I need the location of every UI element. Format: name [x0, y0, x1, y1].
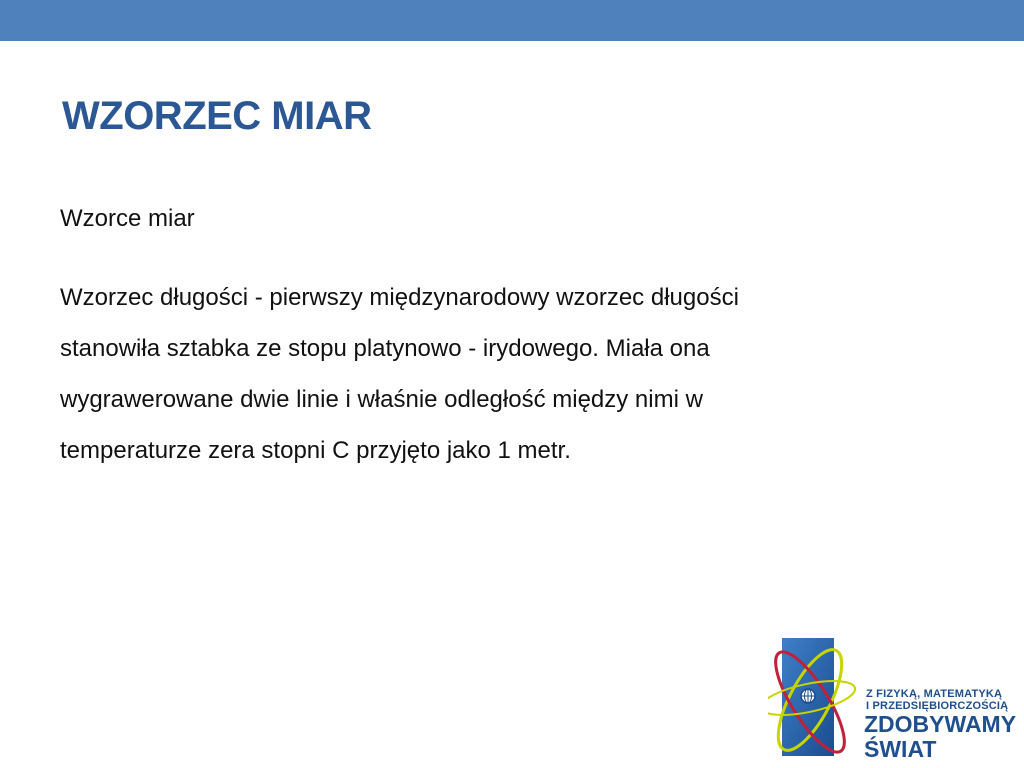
logo-brand [864, 712, 1016, 762]
top-accent-bar [0, 0, 1024, 41]
logo-brand-line: ZDOBYWAMY [864, 711, 1017, 737]
logo-tagline-line: Z FIZYKĄ, MATEMATYKĄ [866, 688, 1003, 700]
slide-subtitle: Wzorce miar [60, 205, 195, 232]
body-line: wygrawerowane dwie linie i właśnie odległość między nimi w [60, 386, 703, 413]
slide-body [60, 272, 940, 476]
project-logo [768, 622, 1024, 768]
logo-tagline-line: I PRZEDSIĘBIORCZOŚCIĄ [866, 700, 1009, 712]
slide-title: WZORZEC MIAR [62, 94, 372, 138]
body-line: Wzorzec długości - pierwszy międzynarodowy wzorzec długości [60, 284, 739, 311]
body-line: stanowiła sztabka ze stopu platynowo - irydowego. Miała ona [60, 335, 710, 362]
atom-logo-icon [768, 622, 868, 768]
logo-brand-line: ŚWIAT [864, 736, 937, 762]
logo-tagline [866, 688, 1008, 712]
body-line: temperaturze zera stopni C przyjęto jako 1 metr. [60, 437, 571, 464]
